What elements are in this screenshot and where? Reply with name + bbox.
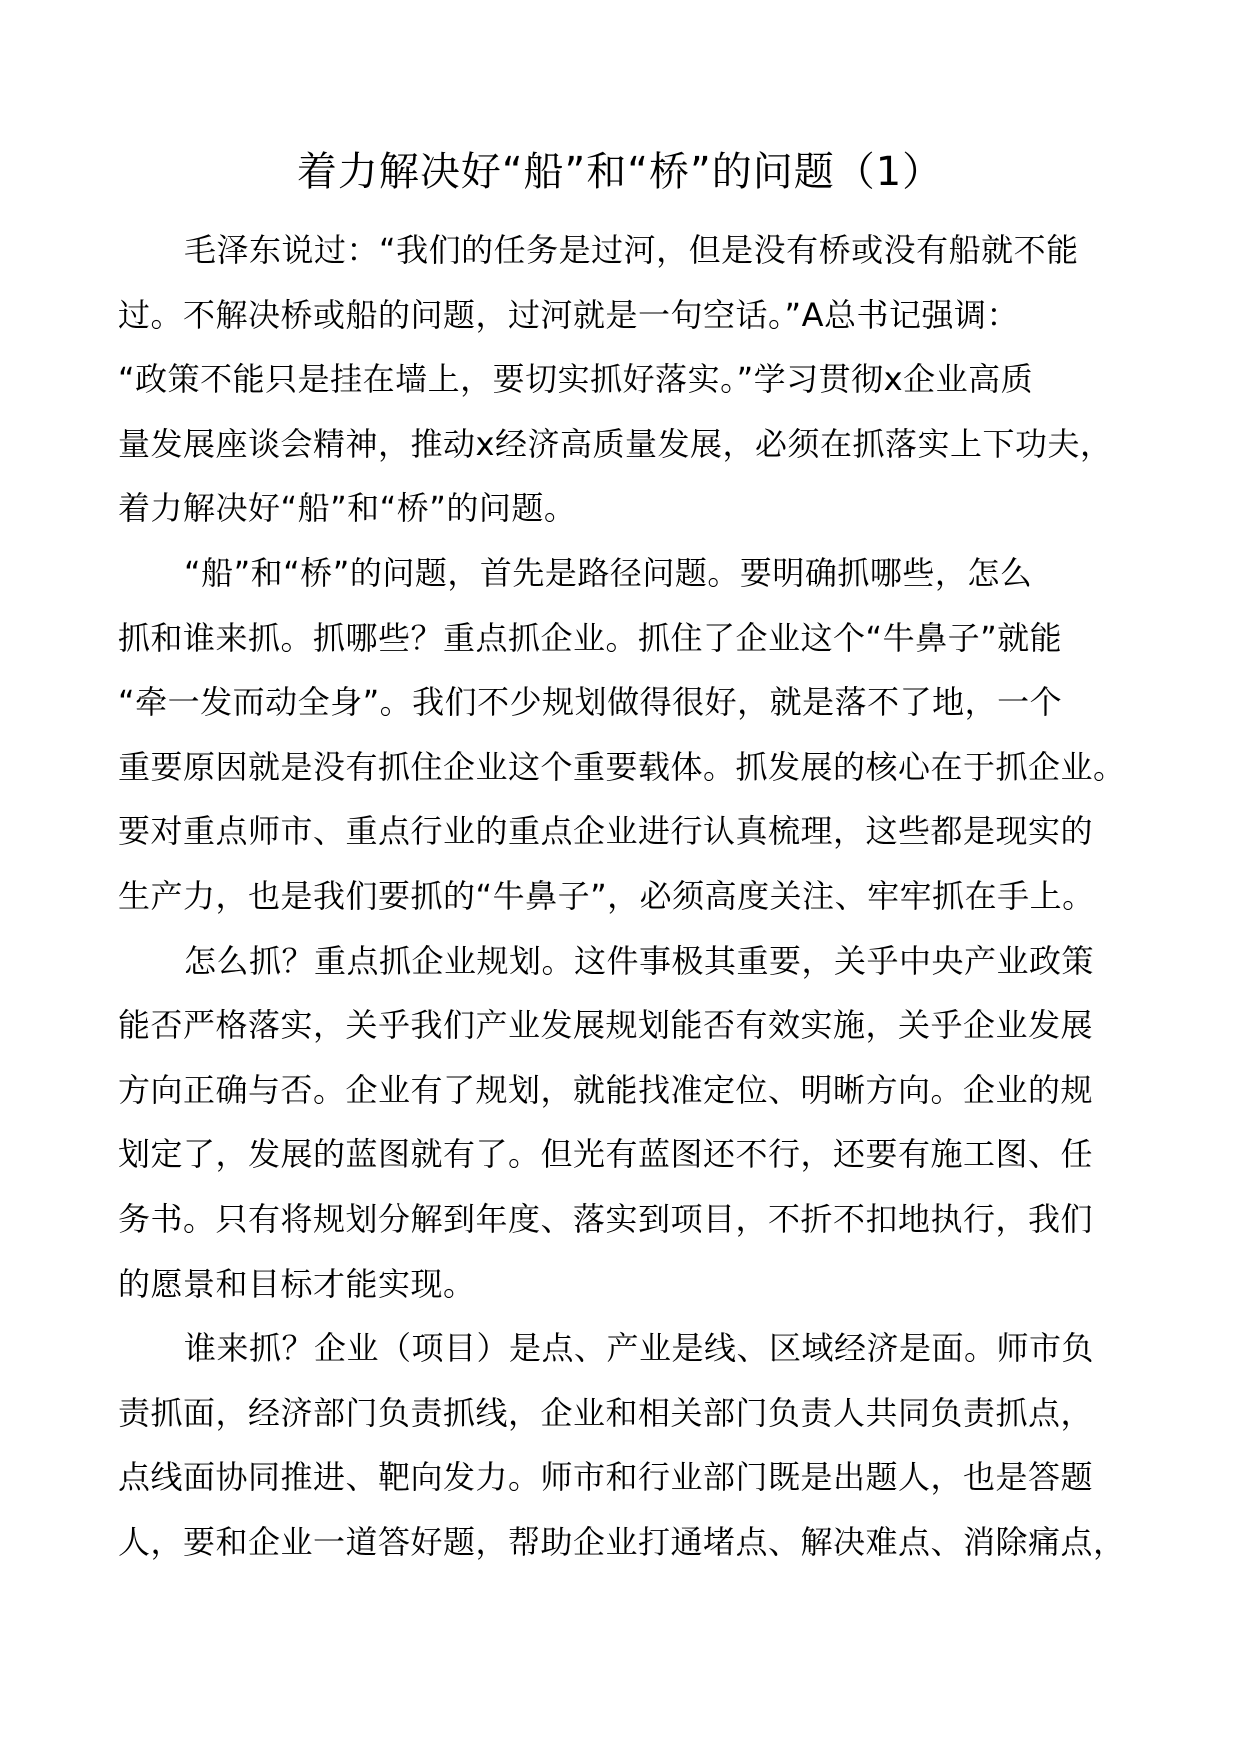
text-line: 点线面协同推进、靶向发力。师市和行业部门既是出题人，也是答题: [118, 1458, 1094, 1497]
paragraph: [118, 218, 1158, 541]
text-line: 务书。只有将规划分解到年度、落实到项目，不折不扣地执行，我们: [118, 1199, 1094, 1238]
text-line: 方向正确与否。企业有了规划，就能找准定位、明晰方向。企业的规: [118, 1070, 1094, 1109]
text-line: 的愿景和目标才能实现。: [118, 1264, 476, 1303]
text-line: “船”和“桥”的问题，首先是路径问题。要明确抓哪些，怎么: [184, 553, 1033, 592]
text-line: 量发展座谈会精神，推动x经济高质量发展，必须在抓落实上下功夫，: [118, 424, 1113, 463]
text-line: 过。不解决桥或船的问题，过河就是一句空话。”A总书记强调：: [118, 295, 1019, 334]
paragraph: [118, 1316, 1158, 1574]
text-line: 怎么抓？重点抓企业规划。这件事极其重要，关乎中央产业政策: [184, 941, 1095, 980]
text-line: 能否严格落实，关乎我们产业发展规划能否有效实施，关乎企业发展: [118, 1006, 1094, 1045]
text-line: 重要原因就是没有抓住企业这个重要载体。抓发展的核心在于抓企业。: [118, 747, 1126, 786]
text-line: 毛泽东说过：“我们的任务是过河，但是没有桥或没有船就不能: [184, 231, 1079, 269]
text-line: “政策不能只是挂在墙上，要切实抓好落实。”学习贯彻x企业高质: [118, 360, 1034, 399]
text-line: 谁来抓？企业（项目）是点、产业是线、区域经济是面。师市负: [184, 1329, 1095, 1368]
paragraph: [118, 929, 1158, 1317]
text-line: 要对重点师市、重点行业的重点企业进行认真梳理，这些都是现实的: [118, 812, 1094, 851]
text-line: 责抓面，经济部门负责抓线，企业和相关部门负责人共同负责抓点，: [118, 1393, 1094, 1432]
text-line: 人，要和企业一道答好题，帮助企业打通堵点、解决难点、消除痛点，: [118, 1522, 1126, 1561]
text-line: 划定了，发展的蓝图就有了。但光有蓝图还不行，还要有施工图、任: [118, 1135, 1094, 1174]
text-line: 着力解决好“船”和“桥”的问题。: [118, 489, 577, 528]
text-line: 生产力，也是我们要抓的“牛鼻子”，必须高度关注、牢牢抓在手上。: [118, 876, 1095, 915]
document-body: [118, 218, 1158, 1574]
text-line: 抓和谁来抓。抓哪些？重点抓企业。抓住了企业这个“牛鼻子”就能: [118, 618, 1063, 657]
document-title: 着力解决好“船”和“桥”的问题（1）: [296, 149, 944, 195]
paragraph: [118, 541, 1158, 929]
text-line: “牵一发而动全身”。我们不少规划做得很好，就是落不了地，一个: [118, 683, 1063, 722]
